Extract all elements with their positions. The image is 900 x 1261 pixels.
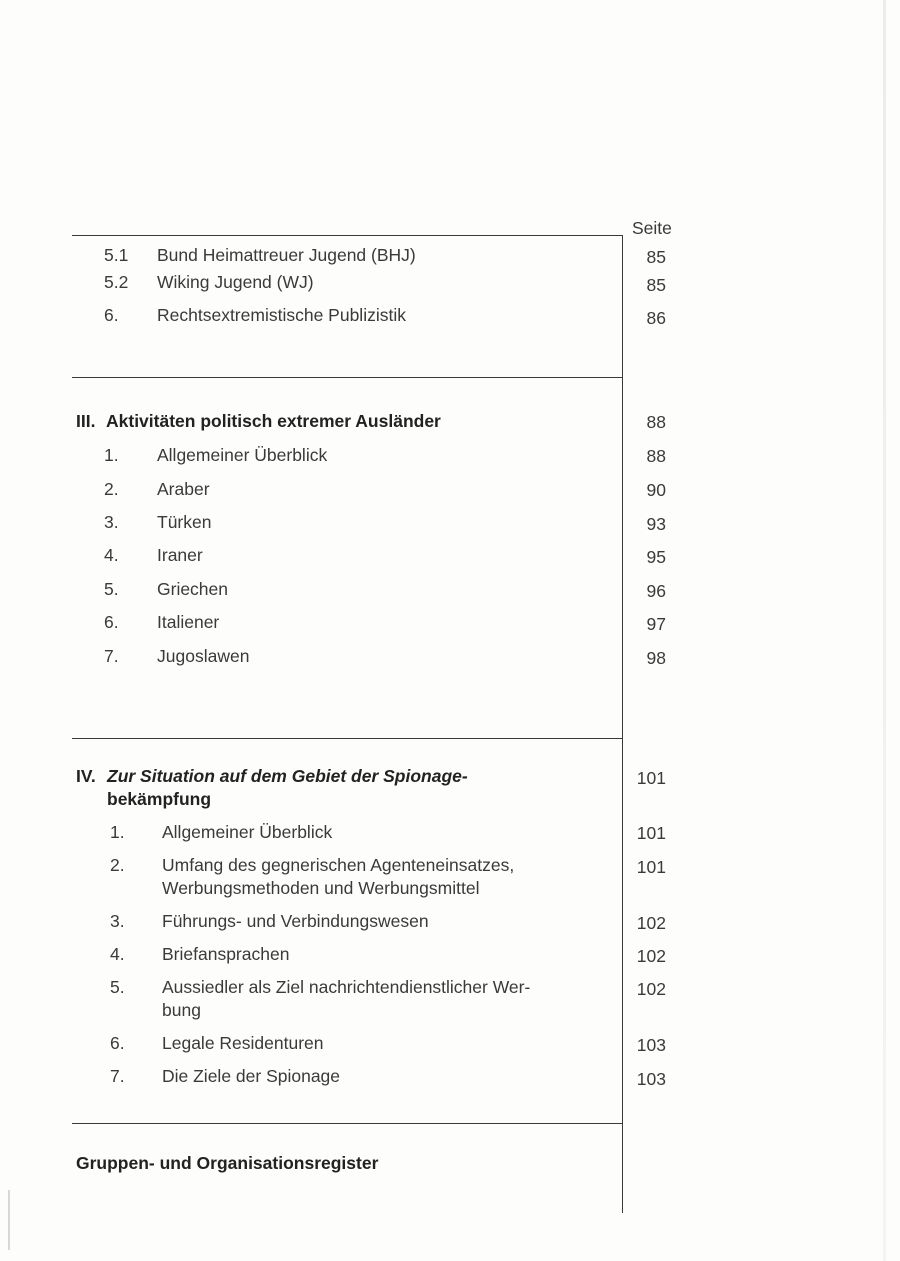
section-page: 88 — [646, 412, 666, 432]
entry-title: Wiking Jugend (WJ) — [157, 272, 314, 292]
entry-number: 2. — [104, 479, 119, 499]
rule-register — [72, 1123, 623, 1124]
entry-title: Allgemeiner Überblick — [162, 822, 333, 842]
entry-title: Die Ziele der Spionage — [162, 1066, 341, 1086]
entry-number: 3. — [104, 512, 119, 532]
entry-number: 3. — [110, 911, 125, 931]
entry-number: 5. — [104, 579, 119, 599]
entry-title: Aussiedler als Ziel nachrichtendienstlicher Wer- — [162, 977, 531, 997]
register-title: Gruppen- und Organisationsregister — [76, 1153, 379, 1173]
entry-page: 103 — [636, 1035, 666, 1055]
entry-title: Führungs- und Verbindungswesen — [162, 911, 429, 931]
entry-page: 103 — [636, 1069, 666, 1089]
entry-page: 96 — [646, 581, 666, 601]
scan-edge-left — [8, 1190, 10, 1250]
entry-page: 93 — [646, 514, 666, 534]
entry-page: 97 — [646, 614, 666, 634]
section-title-line2: bekämpfung — [107, 789, 212, 809]
section-title: Aktivitäten politisch extremer Ausländer — [106, 411, 441, 431]
entry-page: 102 — [636, 946, 666, 966]
entry-page: 95 — [646, 547, 666, 567]
entry-number: 5.1 — [104, 245, 129, 265]
entry-title: Bund Heimattreuer Jugend (BHJ) — [157, 245, 416, 265]
entry-title: Türken — [157, 512, 212, 532]
entry-page: 90 — [646, 480, 666, 500]
entry-number: 1. — [110, 822, 125, 842]
entry-page: 101 — [636, 857, 666, 877]
entry-page: 102 — [636, 913, 666, 933]
entry-title: Legale Residenturen — [162, 1033, 324, 1053]
entry-page: 98 — [646, 648, 666, 668]
entry-page: 85 — [646, 247, 666, 267]
entry-title: Italiener — [157, 612, 220, 632]
entry-title-continued: Werbungsmethoden und Werbungsmittel — [162, 878, 480, 898]
entry-title: Griechen — [157, 579, 229, 599]
section-title-line1: Zur Situation auf dem Gebiet der Spionage- — [107, 766, 468, 786]
seite-label: Seite — [632, 218, 672, 238]
entry-title: Allgemeiner Überblick — [157, 445, 328, 465]
entry-page: 85 — [646, 275, 666, 295]
entry-number: 6. — [104, 612, 119, 632]
entry-number: 7. — [110, 1066, 125, 1086]
entry-title-continued: bung — [162, 1000, 201, 1020]
section-page: 101 — [636, 768, 666, 788]
section-roman-number: III. — [76, 411, 96, 431]
entry-number: 6. — [110, 1033, 125, 1053]
scan-edge-right — [883, 0, 886, 1261]
entry-page: 86 — [646, 308, 666, 328]
entry-number: 2. — [110, 855, 125, 875]
entry-title: Iraner — [157, 545, 203, 565]
entry-page: 101 — [636, 823, 666, 843]
entry-number: 5.2 — [104, 272, 129, 292]
entry-title: Araber — [157, 479, 210, 499]
entry-number: 7. — [104, 646, 119, 666]
entry-title: Umfang des gegnerischen Agenteneinsatzes, — [162, 855, 515, 875]
entry-page: 102 — [636, 979, 666, 999]
entry-title: Briefansprachen — [162, 944, 290, 964]
section-roman-number: IV. — [76, 766, 96, 786]
entry-number: 6. — [104, 305, 119, 325]
entry-number: 5. — [110, 977, 125, 997]
rule-top — [72, 235, 623, 236]
entry-number: 1. — [104, 445, 119, 465]
entry-page: 88 — [646, 446, 666, 466]
entry-title: Rechtsextremistische Publizistik — [157, 305, 406, 325]
rule-section-iii — [72, 377, 623, 378]
entry-number: 4. — [104, 545, 119, 565]
entry-title: Jugoslawen — [157, 646, 250, 666]
entry-number: 4. — [110, 944, 125, 964]
rule-section-iv — [72, 738, 623, 739]
